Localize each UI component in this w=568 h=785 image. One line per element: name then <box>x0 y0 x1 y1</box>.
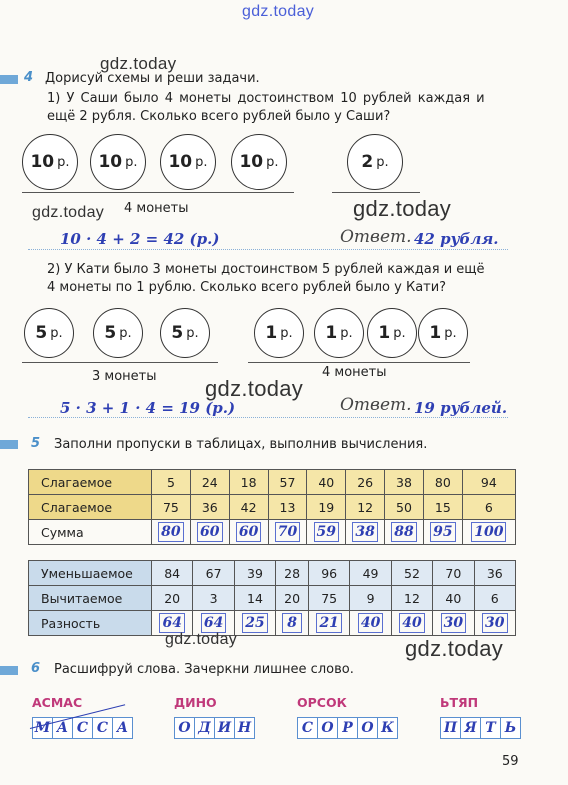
coin-value: 5 <box>104 323 117 343</box>
scrambled-word: АСМАС <box>32 695 83 710</box>
table-cell <box>350 611 391 636</box>
watermark: gdz.today <box>405 636 504 661</box>
answer-value: 40 <box>399 613 424 633</box>
coin-value: 5 <box>35 323 48 343</box>
letter-cell: Д <box>194 717 215 739</box>
coin-unit: р. <box>444 325 457 341</box>
answer-value: 30 <box>441 613 466 633</box>
answer-2: 19 рублей. <box>414 399 508 417</box>
table-cell <box>234 611 275 636</box>
table-cell <box>474 611 515 636</box>
table-cell: 50 <box>385 495 424 520</box>
table-cell <box>308 611 349 636</box>
table-cell <box>346 520 385 545</box>
task-title: Дорисуй схемы и реши задачи. <box>45 71 260 86</box>
table-cell: 18 <box>229 470 268 495</box>
table-cell <box>391 611 432 636</box>
watermark: gdz.today <box>353 196 452 221</box>
table-cell: 75 <box>152 495 191 520</box>
coin-unit: р. <box>393 325 406 341</box>
table-cell: 20 <box>276 586 309 611</box>
table-cell: 38 <box>385 470 424 495</box>
watermark: gdz.today <box>205 376 304 401</box>
answer-word-cells <box>32 717 132 739</box>
answer-value: 30 <box>482 613 507 633</box>
coins-label: 4 монеты <box>322 365 387 380</box>
letter-cell: Н <box>234 717 255 739</box>
task-number: 5 <box>31 436 41 451</box>
letter-cell: П <box>440 717 461 739</box>
letter-cell: К <box>377 717 398 739</box>
coin-value: 10 <box>168 152 193 172</box>
table-cell: 5 <box>152 470 191 495</box>
scheme-line <box>22 192 294 193</box>
solution-2: 5 · 3 + 1 · 4 = 19 (р.) <box>60 399 236 417</box>
coin-unit: р. <box>280 325 293 341</box>
addition-table <box>28 469 516 545</box>
answer-value: 8 <box>282 613 302 633</box>
coin <box>93 308 143 358</box>
task-title: Заполни пропуски в таблицах, выполнив вычисления. <box>54 437 428 452</box>
watermark: gdz.today <box>165 631 238 648</box>
coin <box>254 308 304 358</box>
table-cell: 26 <box>346 470 385 495</box>
coin <box>24 308 74 358</box>
answer-value: 100 <box>471 522 506 542</box>
letter-cell: С <box>72 717 93 739</box>
coin <box>347 134 403 190</box>
scheme-line <box>22 362 218 363</box>
table-row <box>29 586 516 611</box>
table-row <box>29 611 516 636</box>
coin-unit: р. <box>186 325 199 341</box>
coin-unit: р. <box>376 154 389 170</box>
coin-value: 1 <box>325 323 338 343</box>
coins-label: 4 монеты <box>124 201 189 216</box>
table-cell <box>385 520 424 545</box>
table-cell: 6 <box>474 586 515 611</box>
subtraction-table <box>28 560 516 636</box>
problem-text: 1) У Саши было 4 монеты достоинством 10 рублей каждая и <box>47 91 485 106</box>
letter-cell: Я <box>460 717 481 739</box>
coin <box>160 134 216 190</box>
table-cell <box>423 520 462 545</box>
table-row <box>29 470 516 495</box>
scrambled-word: ДИНО <box>174 695 217 710</box>
table-cell: 3 <box>193 586 234 611</box>
coin <box>160 308 210 358</box>
table-cell <box>462 520 515 545</box>
letter-cell: Ь <box>500 717 521 739</box>
coin-value: 10 <box>98 152 123 172</box>
coin-value: 1 <box>265 323 278 343</box>
table-cell: 42 <box>229 495 268 520</box>
solution-line <box>28 417 508 418</box>
problem-text: ещё 2 рубля. Сколько всего рублей было у Саши? <box>47 109 391 124</box>
coin-value: 1 <box>429 323 442 343</box>
coin-value: 1 <box>378 323 391 343</box>
coin <box>314 308 364 358</box>
letter-cell: А <box>52 717 73 739</box>
coin-unit: р. <box>57 154 70 170</box>
letter-cell: О <box>357 717 378 739</box>
table-cell: 36 <box>190 495 229 520</box>
table-cell: 67 <box>193 561 234 586</box>
letter-cell: С <box>297 717 318 739</box>
table-row <box>29 520 516 545</box>
problem-text: 2) У Кати было 3 монеты достоинством 5 рублей каждая и ещё <box>47 262 485 277</box>
table-cell <box>152 520 191 545</box>
answer-value: 25 <box>242 613 267 633</box>
page-number: 59 <box>502 754 519 769</box>
solution-1: 10 · 4 + 2 = 42 (р.) <box>60 230 220 248</box>
problem-text: 4 монеты по 1 рублю. Сколько всего рублей было у Кати? <box>47 280 447 295</box>
table-cell: 15 <box>423 495 462 520</box>
table-cell: 6 <box>462 495 515 520</box>
letter-cell: М <box>32 717 53 739</box>
row-header: Слагаемое <box>29 470 152 495</box>
answer-value: 38 <box>352 522 377 542</box>
watermark-top: gdz.today <box>242 3 315 20</box>
watermark: gdz.today <box>32 204 105 221</box>
table-row <box>29 495 516 520</box>
row-header: Сумма <box>29 520 152 545</box>
task-title: Расшифруй слова. Зачеркни лишнее слово. <box>54 662 354 677</box>
table-cell: 14 <box>234 586 275 611</box>
coin-unit: р. <box>195 154 208 170</box>
table-cell: 57 <box>268 470 307 495</box>
coin-unit: р. <box>119 325 132 341</box>
coin-value: 10 <box>239 152 264 172</box>
coin-unit: р. <box>50 325 63 341</box>
table-cell: 70 <box>433 561 474 586</box>
coin-unit: р. <box>125 154 138 170</box>
scrambled-word: ЬТЯП <box>440 695 479 710</box>
coin-value: 5 <box>171 323 184 343</box>
answer-value: 80 <box>158 522 183 542</box>
task-marker <box>0 666 18 675</box>
answer-word: Ответ. <box>340 395 412 415</box>
table-cell <box>433 611 474 636</box>
answer-value: 40 <box>358 613 383 633</box>
answer-value: 60 <box>197 522 222 542</box>
answer-value: 60 <box>236 522 261 542</box>
table-row <box>29 561 516 586</box>
table-cell: 12 <box>391 586 432 611</box>
letter-cell: И <box>214 717 235 739</box>
letter-cell: О <box>174 717 195 739</box>
table-cell: 52 <box>391 561 432 586</box>
answer-value: 95 <box>430 522 455 542</box>
table-cell: 36 <box>474 561 515 586</box>
task-marker <box>0 440 18 449</box>
table-cell: 49 <box>350 561 391 586</box>
table-cell <box>276 611 309 636</box>
row-header: Слагаемое <box>29 495 152 520</box>
row-header: Разность <box>29 611 152 636</box>
task-number: 4 <box>24 70 34 85</box>
table-cell: 40 <box>433 586 474 611</box>
coin-value: 10 <box>30 152 55 172</box>
coins-label: 3 монеты <box>92 369 157 384</box>
answer-value: 70 <box>275 522 300 542</box>
table-cell: 19 <box>307 495 346 520</box>
table-cell: 40 <box>307 470 346 495</box>
answer-word: Ответ. <box>340 227 412 247</box>
table-cell: 75 <box>308 586 349 611</box>
table-cell: 28 <box>276 561 309 586</box>
table-cell: 94 <box>462 470 515 495</box>
coin <box>367 308 417 358</box>
table-cell: 39 <box>234 561 275 586</box>
letter-cell: Р <box>337 717 358 739</box>
coin-value: 2 <box>361 152 374 172</box>
table-cell: 12 <box>346 495 385 520</box>
table-cell <box>268 520 307 545</box>
table-cell: 84 <box>152 561 193 586</box>
solution-line <box>28 249 508 250</box>
scheme-line <box>332 192 420 193</box>
answer-1: 42 рубля. <box>414 230 499 248</box>
coin <box>22 134 78 190</box>
answer-value: 64 <box>159 613 184 633</box>
letter-cell: О <box>317 717 338 739</box>
table-cell <box>307 520 346 545</box>
table-cell: 96 <box>308 561 349 586</box>
row-header: Вычитаемое <box>29 586 152 611</box>
answer-word-cells <box>297 717 397 739</box>
answer-word-cells <box>174 717 254 739</box>
coin <box>231 134 287 190</box>
table-cell <box>229 520 268 545</box>
letter-cell: А <box>112 717 133 739</box>
watermark: gdz.today <box>100 54 177 73</box>
table-cell: 24 <box>190 470 229 495</box>
coin <box>418 308 468 358</box>
answer-value: 59 <box>314 522 339 542</box>
letter-cell: Т <box>480 717 501 739</box>
letter-cell: С <box>92 717 113 739</box>
task-number: 6 <box>31 661 41 676</box>
answer-value: 21 <box>316 613 341 633</box>
coin-unit: р. <box>266 154 279 170</box>
coin-unit: р. <box>340 325 353 341</box>
table-cell: 80 <box>423 470 462 495</box>
row-header: Уменьшаемое <box>29 561 152 586</box>
scrambled-word: ОРСОК <box>297 695 347 710</box>
task-marker <box>0 75 18 84</box>
answer-value: 88 <box>391 522 416 542</box>
answer-value: 64 <box>201 613 226 633</box>
table-cell: 13 <box>268 495 307 520</box>
answer-word-cells <box>440 717 520 739</box>
table-cell: 20 <box>152 586 193 611</box>
coin <box>90 134 146 190</box>
table-cell <box>190 520 229 545</box>
table-cell: 9 <box>350 586 391 611</box>
scheme-line <box>248 362 470 363</box>
